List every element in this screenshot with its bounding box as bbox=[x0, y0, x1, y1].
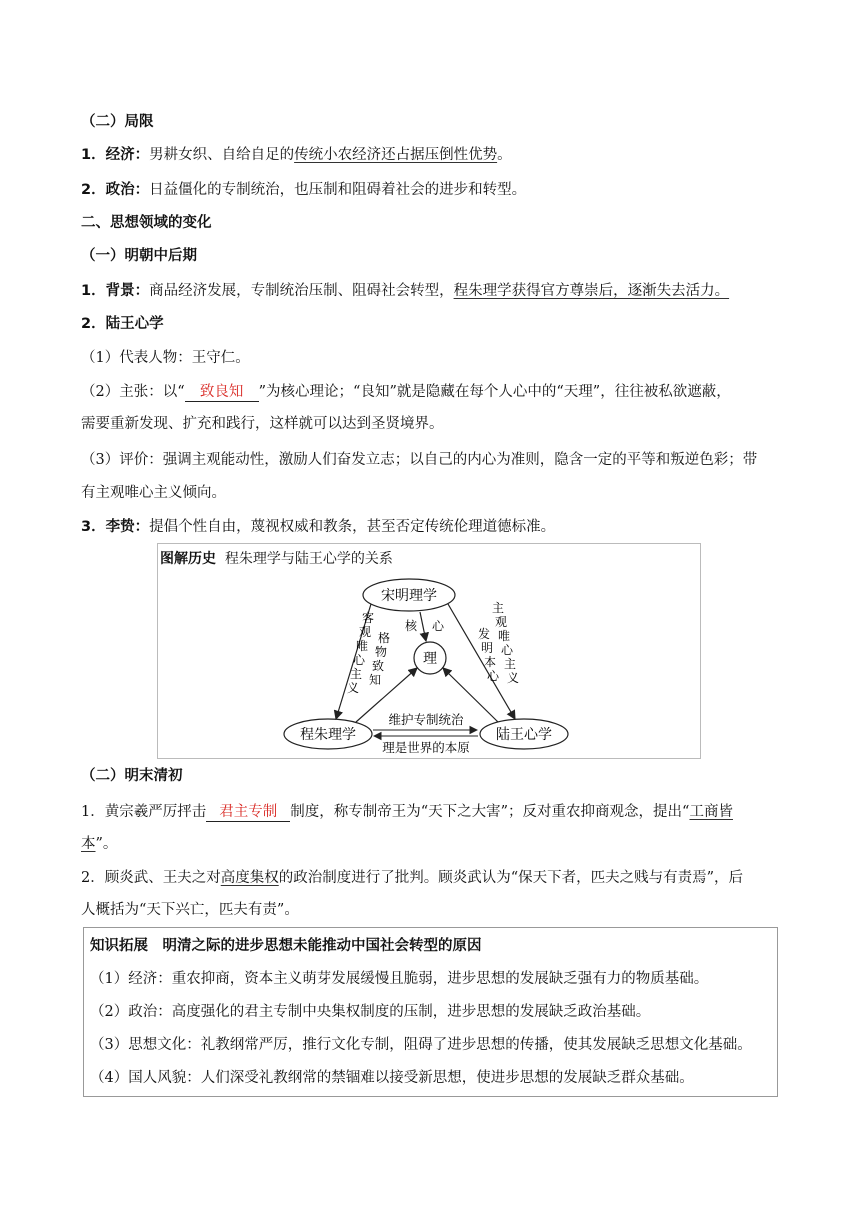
svg-text:观: 观 bbox=[358, 625, 372, 639]
svg-text:物: 物 bbox=[374, 645, 388, 659]
svg-text:主: 主 bbox=[491, 601, 505, 615]
diagram-svg bbox=[158, 544, 700, 758]
politics-label: 2．政治： bbox=[81, 182, 150, 198]
huang-text-a: 1．黄宗羲严厉抨击 bbox=[81, 804, 207, 820]
ext-item-3: （3）思想文化：礼教纲常严厉，推行文化专制，阻碍了进步思想的传播，使其发展缺乏思想文化基础。 bbox=[90, 1037, 752, 1053]
answer-blank-junzhu: 君主专制 bbox=[206, 803, 290, 822]
huang-end: ”。 bbox=[95, 836, 118, 852]
svg-text:主: 主 bbox=[349, 667, 363, 681]
gu-text-b: 的政治制度进行了批判。顾炎武认为“保天下者，匹夫之贱与有责焉”，后 bbox=[278, 870, 744, 886]
huang-text-b: 制度，称专制帝王为“天下之大害”；反对重农抑商观念，提出“ bbox=[290, 804, 690, 820]
gu-text-a: 2．顾炎武、王夫之对 bbox=[81, 870, 221, 886]
economy-label: 1．经济： bbox=[81, 147, 150, 163]
li-zhi-label: 3．李贽： bbox=[81, 519, 150, 535]
arrow-core bbox=[420, 612, 426, 641]
late-ming-early-qing-heading: （二）明末清初 bbox=[81, 768, 183, 784]
evaluation-line-1: （3）评价：强调主观能动性，激励人们奋发立志；以自己的内心为准则，隐含一定的平等和叛逆色彩；带 bbox=[81, 452, 758, 468]
svg-text:观: 观 bbox=[494, 615, 508, 629]
svg-text:客: 客 bbox=[361, 611, 375, 625]
svg-text:知: 知 bbox=[368, 673, 382, 687]
huang-line-1 bbox=[81, 802, 733, 822]
label-left-inner bbox=[369, 630, 390, 687]
label-li: 理 bbox=[423, 651, 437, 667]
svg-text:主: 主 bbox=[503, 657, 517, 671]
huang-line-2 bbox=[81, 834, 117, 854]
li-zhi-text: 提倡个性自由，蔑视权威和教条，甚至否定传统伦理道德标准。 bbox=[149, 519, 556, 535]
background-line bbox=[81, 281, 729, 301]
ext-title: 知识拓展 明清之际的进步思想未能推动中国社会转型的原因 bbox=[90, 938, 482, 954]
label-right-inner bbox=[478, 626, 500, 683]
economy-text: 男耕女织、自给自足的 bbox=[149, 147, 295, 163]
gu-line-2: 人概括为“天下兴亡，匹夫有责”。 bbox=[81, 902, 299, 918]
claim-text-a: （2）主张：以“ bbox=[81, 384, 185, 400]
svg-text:心: 心 bbox=[500, 643, 514, 657]
li-zhi-line bbox=[81, 517, 555, 537]
ext-item-1: （1）经济：重农抑商，资本主义萌芽发展缓慢且脆弱，进步思想的发展缺乏强有力的物质基础。 bbox=[90, 971, 709, 987]
lu-wang-heading: 2．陆王心学 bbox=[81, 316, 164, 332]
svg-text:心: 心 bbox=[352, 653, 366, 667]
economy-underlined: 传统小农经济还占据压倒性优势 bbox=[294, 147, 498, 163]
label-core bbox=[405, 618, 445, 633]
knowledge-extension-box bbox=[83, 927, 778, 1097]
gu-line-1 bbox=[81, 868, 743, 888]
svg-text:明: 明 bbox=[480, 641, 494, 655]
huang-underlined-a: 工商皆 bbox=[689, 804, 733, 820]
label-li-origin: 理是世界的本原 bbox=[382, 740, 470, 755]
answer-blank-zhiliangzhi: 致良知 bbox=[185, 383, 259, 402]
diagram-title-bold: 图解历史 bbox=[160, 551, 216, 567]
background-underlined: 程朱理学获得官方尊崇后，逐渐失去活力。 bbox=[453, 283, 730, 299]
ext-item-4: （4）国人风貌：人们深受礼教纲常的禁锢难以接受新思想，使进步思想的发展缺乏群众基础。 bbox=[90, 1070, 694, 1086]
politics-line bbox=[81, 180, 526, 200]
claim-line-2: 需要重新发现、扩充和践行，这样就可以达到圣贤境界。 bbox=[81, 416, 444, 432]
economy-line bbox=[81, 145, 512, 165]
section-2-limitations-heading: （二）局限 bbox=[81, 114, 154, 130]
svg-text:唯: 唯 bbox=[355, 639, 369, 653]
representative-line: （1）代表人物：王守仁。 bbox=[81, 350, 250, 366]
huang-underlined-b: 本 bbox=[81, 836, 96, 852]
politics-text: 日益僵化的专制统治，也压制和阻碍着社会的进步和转型。 bbox=[149, 182, 527, 198]
evaluation-line-2: 有主观唯心主义倾向。 bbox=[81, 485, 226, 501]
diagram-title bbox=[160, 548, 393, 568]
background-text: 商品经济发展，专制统治压制、阻碍社会转型， bbox=[149, 283, 454, 299]
gu-underlined: 高度集权 bbox=[220, 870, 279, 886]
label-songming: 宋明理学 bbox=[381, 588, 437, 604]
svg-text:发: 发 bbox=[477, 627, 491, 641]
svg-text:义: 义 bbox=[506, 671, 520, 685]
diagram-title-text: 程朱理学与陆王心学的关系 bbox=[224, 551, 393, 567]
claim-line-1 bbox=[81, 382, 731, 402]
svg-text:本: 本 bbox=[483, 655, 497, 669]
svg-text:核: 核 bbox=[404, 619, 418, 633]
label-maintain-autocracy: 维护专制统治 bbox=[388, 712, 464, 727]
section-thought-heading: 二、思想领域的变化 bbox=[81, 215, 212, 231]
svg-text:格: 格 bbox=[377, 631, 391, 645]
claim-text-b: ”为核心理论；“良知”就是隐藏在每个人心中的“天理”，往往被私欲遮蔽， bbox=[258, 384, 731, 400]
svg-text:心: 心 bbox=[431, 619, 445, 633]
relationship-diagram bbox=[157, 543, 701, 759]
label-luwang: 陆王心学 bbox=[496, 727, 552, 743]
label-chengzhu: 程朱理学 bbox=[300, 727, 356, 743]
background-label: 1．背景： bbox=[81, 283, 150, 299]
svg-text:唯: 唯 bbox=[497, 629, 511, 643]
svg-text:义: 义 bbox=[346, 681, 360, 695]
svg-text:心: 心 bbox=[486, 669, 500, 683]
economy-end: 。 bbox=[497, 147, 512, 163]
svg-text:致: 致 bbox=[371, 659, 385, 673]
ext-item-2: （2）政治：高度强化的君主专制中央集权制度的压制，进步思想的发展缺乏政治基础。 bbox=[90, 1004, 651, 1020]
mid-late-ming-heading: （一）明朝中后期 bbox=[81, 248, 197, 264]
